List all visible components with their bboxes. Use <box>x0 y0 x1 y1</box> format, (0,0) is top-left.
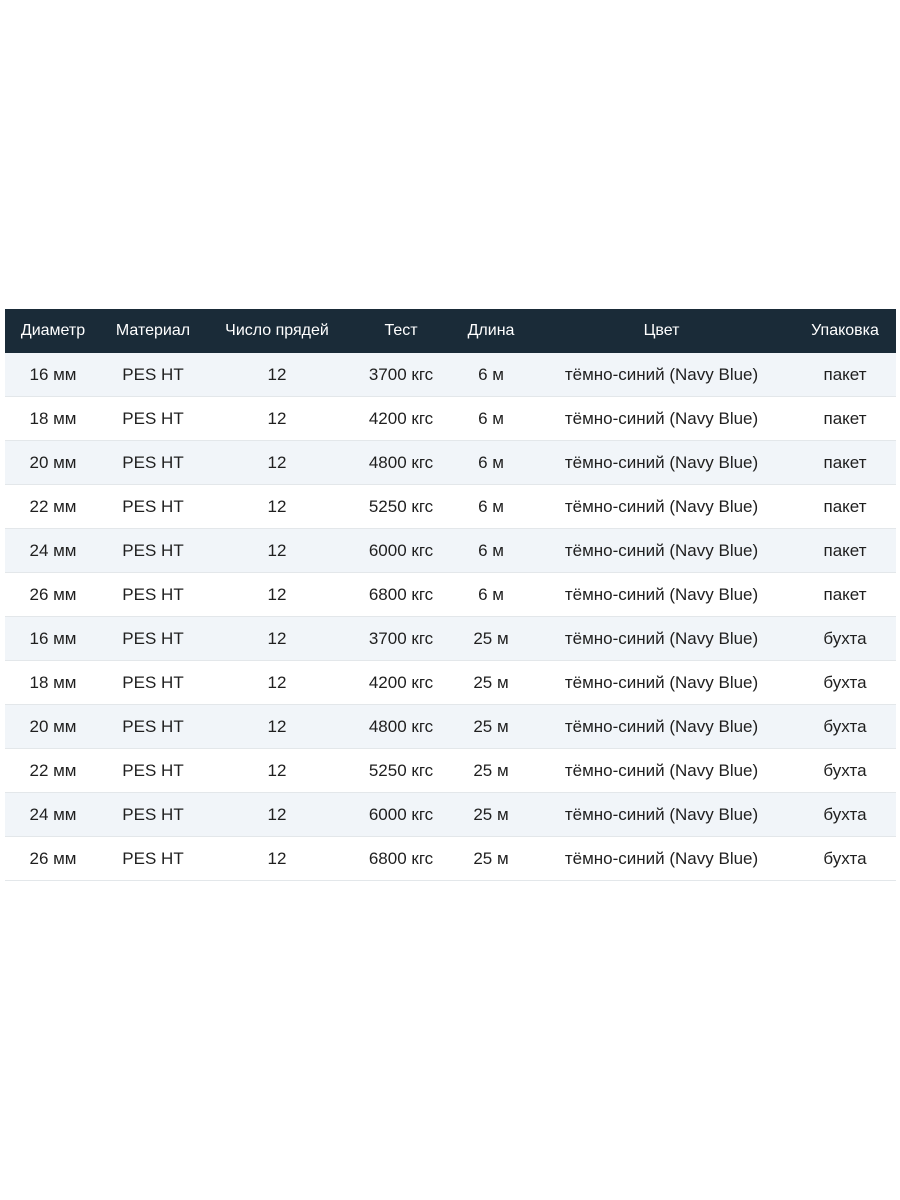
cell-diameter: 24 мм <box>5 793 101 837</box>
cell-color: тёмно-синий (Navy Blue) <box>529 353 794 397</box>
table-row <box>5 353 896 397</box>
cell-packaging: пакет <box>794 485 896 529</box>
cell-length: 6 м <box>453 441 529 485</box>
table-row <box>5 617 896 661</box>
cell-packaging: пакет <box>794 397 896 441</box>
cell-diameter: 18 мм <box>5 397 101 441</box>
cell-length: 25 м <box>453 617 529 661</box>
cell-strands: 12 <box>205 573 349 617</box>
cell-strands: 12 <box>205 749 349 793</box>
cell-test: 6800 кгс <box>349 837 453 881</box>
cell-strands: 12 <box>205 661 349 705</box>
cell-strands: 12 <box>205 705 349 749</box>
table-row <box>5 397 896 441</box>
cell-material: PES HT <box>101 485 205 529</box>
cell-test: 6000 кгс <box>349 529 453 573</box>
table-row <box>5 705 896 749</box>
cell-color: тёмно-синий (Navy Blue) <box>529 485 794 529</box>
table-row <box>5 529 896 573</box>
cell-packaging: бухта <box>794 661 896 705</box>
cell-material: PES HT <box>101 617 205 661</box>
column-header-strands: Число прядей <box>205 309 349 353</box>
cell-color: тёмно-синий (Navy Blue) <box>529 617 794 661</box>
cell-strands: 12 <box>205 617 349 661</box>
table-row <box>5 573 896 617</box>
cell-color: тёмно-синий (Navy Blue) <box>529 397 794 441</box>
cell-strands: 12 <box>205 485 349 529</box>
cell-packaging: пакет <box>794 573 896 617</box>
cell-length: 6 м <box>453 529 529 573</box>
cell-diameter: 20 мм <box>5 705 101 749</box>
cell-test: 3700 кгс <box>349 353 453 397</box>
table-header <box>5 309 896 353</box>
cell-length: 6 м <box>453 353 529 397</box>
cell-packaging: пакет <box>794 529 896 573</box>
cell-diameter: 16 мм <box>5 617 101 661</box>
table-row <box>5 661 896 705</box>
cell-strands: 12 <box>205 397 349 441</box>
cell-diameter: 20 мм <box>5 441 101 485</box>
cell-packaging: пакет <box>794 441 896 485</box>
cell-test: 5250 кгс <box>349 485 453 529</box>
table-row <box>5 441 896 485</box>
table-row <box>5 793 896 837</box>
cell-test: 4200 кгс <box>349 661 453 705</box>
cell-strands: 12 <box>205 837 349 881</box>
cell-color: тёмно-синий (Navy Blue) <box>529 573 794 617</box>
table-row <box>5 749 896 793</box>
cell-diameter: 22 мм <box>5 749 101 793</box>
cell-length: 25 м <box>453 661 529 705</box>
cell-color: тёмно-синий (Navy Blue) <box>529 705 794 749</box>
cell-color: тёмно-синий (Navy Blue) <box>529 441 794 485</box>
cell-material: PES HT <box>101 441 205 485</box>
table-row <box>5 837 896 881</box>
cell-material: PES HT <box>101 529 205 573</box>
cell-color: тёмно-синий (Navy Blue) <box>529 749 794 793</box>
cell-packaging: бухта <box>794 837 896 881</box>
cell-test: 3700 кгс <box>349 617 453 661</box>
cell-test: 6800 кгс <box>349 573 453 617</box>
cell-packaging: бухта <box>794 617 896 661</box>
column-header-packaging: Упаковка <box>794 309 896 353</box>
table-row <box>5 485 896 529</box>
cell-color: тёмно-синий (Navy Blue) <box>529 793 794 837</box>
cell-material: PES HT <box>101 793 205 837</box>
column-header-length: Длина <box>453 309 529 353</box>
cell-length: 6 м <box>453 485 529 529</box>
cell-material: PES HT <box>101 661 205 705</box>
cell-color: тёмно-синий (Navy Blue) <box>529 661 794 705</box>
table-body <box>5 353 896 881</box>
cell-length: 25 м <box>453 793 529 837</box>
column-header-color: Цвет <box>529 309 794 353</box>
cell-diameter: 26 мм <box>5 837 101 881</box>
column-header-test: Тест <box>349 309 453 353</box>
cell-packaging: бухта <box>794 793 896 837</box>
cell-diameter: 22 мм <box>5 485 101 529</box>
cell-test: 4800 кгс <box>349 705 453 749</box>
cell-packaging: пакет <box>794 353 896 397</box>
cell-test: 5250 кгс <box>349 749 453 793</box>
cell-color: тёмно-синий (Navy Blue) <box>529 837 794 881</box>
cell-test: 4800 кгс <box>349 441 453 485</box>
cell-test: 4200 кгс <box>349 397 453 441</box>
cell-length: 6 м <box>453 573 529 617</box>
cell-material: PES HT <box>101 705 205 749</box>
column-header-material: Материал <box>101 309 205 353</box>
cell-color: тёмно-синий (Navy Blue) <box>529 529 794 573</box>
cell-strands: 12 <box>205 793 349 837</box>
cell-diameter: 16 мм <box>5 353 101 397</box>
cell-material: PES HT <box>101 397 205 441</box>
column-header-diameter: Диаметр <box>5 309 101 353</box>
cell-length: 25 м <box>453 705 529 749</box>
cell-material: PES HT <box>101 837 205 881</box>
cell-material: PES HT <box>101 353 205 397</box>
cell-packaging: бухта <box>794 705 896 749</box>
cell-packaging: бухта <box>794 749 896 793</box>
cell-strands: 12 <box>205 529 349 573</box>
cell-strands: 12 <box>205 353 349 397</box>
cell-material: PES HT <box>101 573 205 617</box>
cell-diameter: 24 мм <box>5 529 101 573</box>
cell-length: 25 м <box>453 837 529 881</box>
cell-length: 6 м <box>453 397 529 441</box>
cell-diameter: 26 мм <box>5 573 101 617</box>
cell-test: 6000 кгс <box>349 793 453 837</box>
header-row <box>5 309 896 353</box>
cell-diameter: 18 мм <box>5 661 101 705</box>
spec-table <box>5 309 896 881</box>
cell-material: PES HT <box>101 749 205 793</box>
cell-length: 25 м <box>453 749 529 793</box>
cell-strands: 12 <box>205 441 349 485</box>
